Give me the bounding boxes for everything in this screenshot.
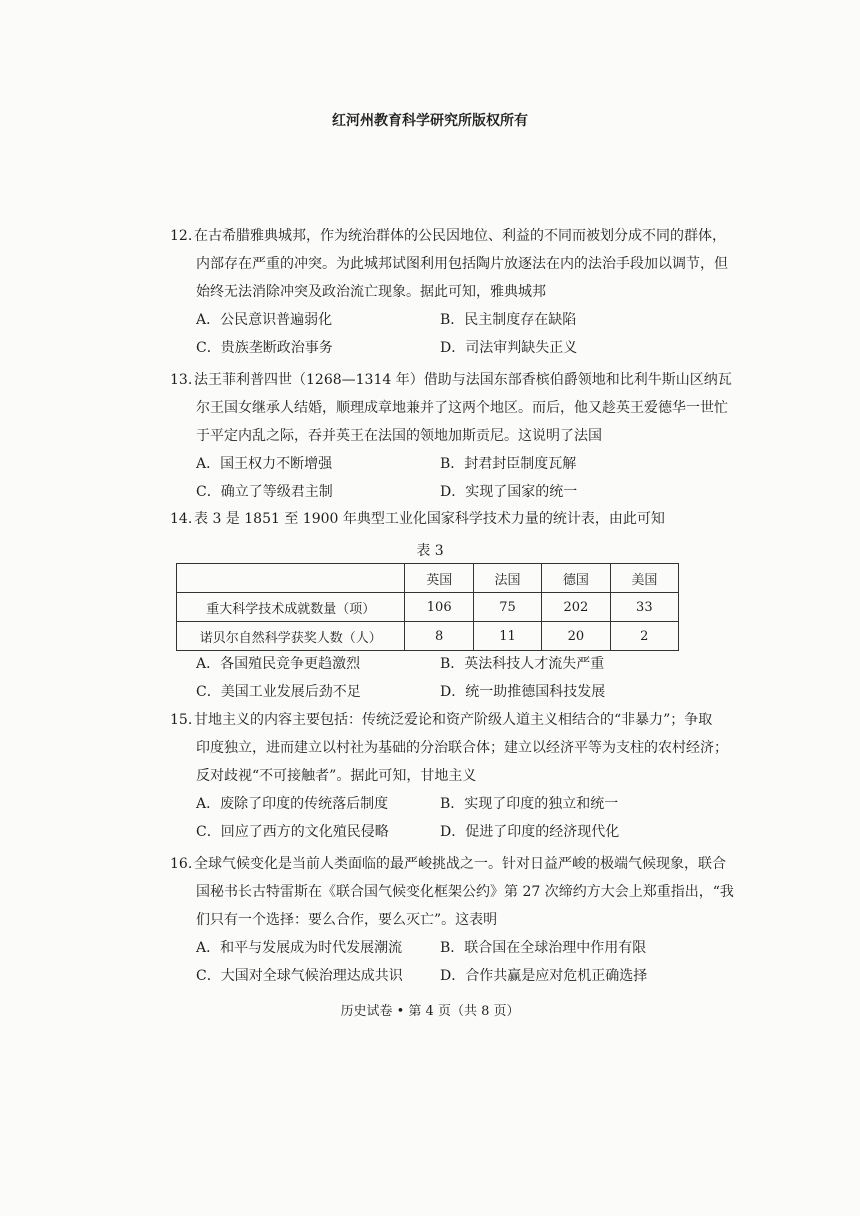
option-d[interactable]: D．统一助推德国科技发展	[440, 684, 606, 700]
options-row	[170, 478, 670, 506]
question-number: 15.	[170, 712, 193, 728]
option-b[interactable]: B．实现了印度的独立和统一	[440, 796, 619, 812]
options-row	[170, 306, 670, 334]
option-b[interactable]: B．民主制度存在缺陷	[440, 312, 577, 328]
table-cell: 2	[610, 622, 678, 651]
question-number: 14.	[170, 511, 193, 527]
option-c[interactable]: C．贵族垄断政治事务	[196, 340, 333, 356]
table-header-cell: 美国	[610, 564, 678, 593]
options-row	[170, 678, 670, 706]
table-header-cell: 法国	[473, 564, 541, 593]
question-text-line: 内部存在严重的冲突。为此城邦试图利用包括陶片放逐法在内的法治手段加以调节，但	[196, 256, 728, 272]
question-13	[170, 366, 732, 506]
question-14	[170, 505, 670, 533]
question-15	[170, 706, 728, 846]
option-c[interactable]: C．大国对全球气候治理达成共识	[196, 968, 403, 984]
option-d[interactable]: D．促进了印度的经济现代化	[440, 824, 620, 840]
table-cell: 106	[405, 593, 473, 622]
option-d[interactable]: D．实现了国家的统一	[440, 484, 578, 500]
question-text-line: 尔王国女继承人结婚，顺理成章地兼并了这两个地区。而后，他又趁英王爱德华一世忙	[196, 400, 728, 416]
option-d[interactable]: D．合作共赢是应对危机正确选择	[440, 968, 648, 984]
table-header-cell: 德国	[542, 564, 610, 593]
options-row	[170, 334, 670, 362]
options-row	[170, 450, 670, 478]
option-c[interactable]: C．回应了西方的文化殖民侵略	[196, 824, 389, 840]
option-b[interactable]: B．封君封臣制度瓦解	[440, 456, 577, 472]
table-cell: 33	[610, 593, 678, 622]
page-footer: 历史试卷 • 第 4 页（共 8 页）	[340, 1004, 520, 1019]
option-d[interactable]: D．司法审判缺失正义	[440, 340, 578, 356]
question-number: 12.	[170, 228, 193, 244]
question-text-line: 们只有一个选择：要么合作，要么灭亡”。这表明	[196, 912, 498, 928]
options-row	[170, 934, 670, 962]
table-row	[177, 622, 679, 651]
stats-table	[176, 563, 679, 651]
question-text-line: 印度独立，进而建立以村社为基础的分治联合体；建立以经济平等为支柱的农村经济；	[196, 740, 728, 756]
question-number: 16.	[170, 856, 193, 872]
question-text-line: 始终无法消除冲突及政治流亡现象。据此可知，雅典城邦	[196, 284, 546, 300]
question-text-line: 表 3 是 1851 至 1900 年典型工业化国家科学技术力量的统计表，由此可知	[194, 511, 665, 527]
options-row	[170, 790, 670, 818]
option-b[interactable]: B．英法科技人才流失严重	[440, 656, 605, 672]
question-14-options	[170, 650, 670, 706]
table-header-cell: 英国	[405, 564, 473, 593]
option-a[interactable]: A．和平与发展成为时代发展潮流	[196, 940, 403, 956]
question-text-line: 全球气候变化是当前人类面临的最严峻挑战之一。针对日益严峻的极端气候现象，联合	[194, 856, 726, 872]
table-cell: 重大科学技术成就数量（项）	[177, 593, 405, 622]
option-a[interactable]: A．国王权力不断增强	[196, 456, 333, 472]
table-cell: 75	[473, 593, 541, 622]
page-header: 红河州教育科学研究所版权所有	[332, 113, 528, 129]
options-row	[170, 818, 670, 846]
option-b[interactable]: B．联合国在全球治理中作用有限	[440, 940, 647, 956]
option-a[interactable]: A．公民意识普遍弱化	[196, 312, 333, 328]
question-text-line: 在古希腊雅典城邦，作为统治群体的公民因地位、利益的不同而被划分成不同的群体，	[194, 228, 726, 244]
question-12	[170, 222, 728, 362]
options-row	[170, 650, 670, 678]
question-16	[170, 850, 734, 990]
options-row	[170, 962, 670, 990]
question-text-line: 于平定内乱之际，吞并英王在法国的领地加斯贡尼。这说明了法国	[196, 428, 602, 444]
table-cell: 20	[542, 622, 610, 651]
question-number: 13.	[170, 372, 193, 388]
table-header-cell	[177, 564, 405, 593]
question-text-line: 反对歧视“不可接触者”。据此可知，甘地主义	[196, 768, 477, 784]
option-c[interactable]: C．美国工业发展后劲不足	[196, 684, 361, 700]
question-text-line: 国秘书长古特雷斯在《联合国气候变化框架公约》第 27 次缔约方大会上郑重指出，“我	[196, 884, 734, 900]
table-cell: 诺贝尔自然科学获奖人数（人）	[177, 622, 405, 651]
table-caption: 表 3	[416, 543, 444, 559]
question-text-line: 法王菲利普四世（1268—1314 年）借助与法国东部香槟伯爵领地和比利牛斯山区纳瓦	[194, 372, 732, 388]
option-a[interactable]: A．各国殖民竞争更趋激烈	[196, 656, 361, 672]
question-text-line: 甘地主义的内容主要包括：传统泛爱论和资产阶级人道主义相结合的“非暴力”；争取	[194, 712, 713, 728]
table-cell: 202	[542, 593, 610, 622]
table-row	[177, 593, 679, 622]
table-header-row	[177, 564, 679, 593]
table-cell: 8	[405, 622, 473, 651]
table-cell: 11	[473, 622, 541, 651]
option-a[interactable]: A．废除了印度的传统落后制度	[196, 796, 389, 812]
option-c[interactable]: C．确立了等级君主制	[196, 484, 333, 500]
